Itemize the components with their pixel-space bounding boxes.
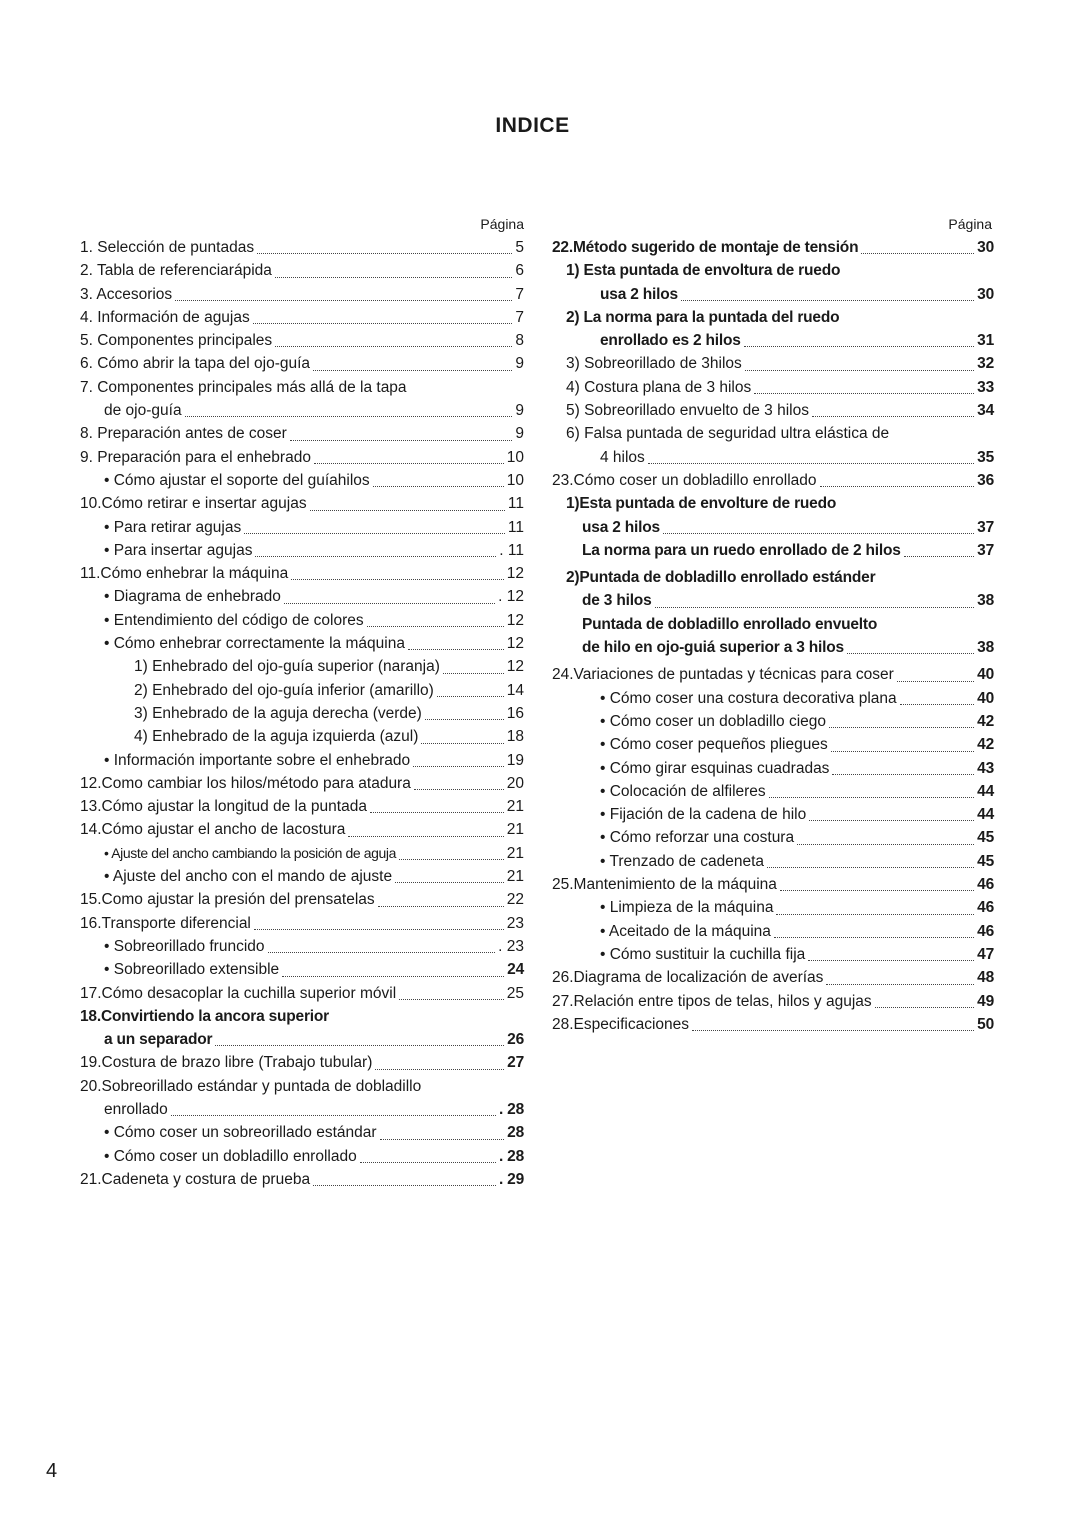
toc-subentry: de 3 hilos 38 [582, 592, 994, 610]
toc-entry: 27.Relación entre tipos de telas, hilos y agujas 49 [552, 992, 994, 1010]
toc-subentry: • Fijación de la cadena de hilo 44 [600, 806, 994, 824]
toc-entry-line: 6) Falsa puntada de seguridad ultra elástica de [566, 425, 890, 443]
toc-entry-line: 7. Componentes principales más allá de la tapa [80, 378, 407, 396]
toc-entry: 5. Componentes principales 8 [80, 332, 524, 350]
toc-entry: 4. Información de agujas 7 [80, 308, 524, 326]
toc-subentry: • Para retirar agujas 11 [104, 518, 524, 536]
toc-entry: 10.Cómo retirar e insertar agujas 11 [80, 495, 524, 513]
toc-entry: 6. Cómo abrir la tapa del ojo-guía 9 [80, 355, 524, 373]
toc-entry: 24.Variaciones de puntadas y técnicas para coser 40 [552, 666, 994, 684]
toc-entry: 3. Accesorios 7 [80, 285, 524, 303]
toc-entry: 9. Preparación para el enhebrado 10 [80, 448, 524, 466]
toc-entry: 14.Cómo ajustar el ancho de lacostura 21 [80, 821, 524, 839]
toc-subentry: • Cómo sustituir la cuchilla fija 47 [600, 945, 994, 963]
page-title: INDICE [495, 114, 570, 137]
toc-entry: 26.Diagrama de localización de averías 48 [552, 969, 994, 987]
toc-subentry: • Información importante sobre el enhebrado 19 [104, 751, 524, 769]
toc-subentry: • Entendimiento del código de colores 12 [104, 611, 524, 629]
toc-entry: 13.Cómo ajustar la longitud de la puntada 21 [80, 798, 524, 816]
toc-entry: 17.Cómo desacoplar la cuchilla superior móvil 25 [80, 984, 524, 1002]
toc-entry-line: 2)Puntada de dobladillo enrollado estánder [566, 569, 876, 587]
toc-entry-line: 18.Convirtiendo la ancora superior [80, 1007, 330, 1025]
toc-subentry: • Cómo coser pequeños pliegues 42 [600, 736, 994, 754]
toc-subentry: • Limpieza de la máquina 46 [600, 899, 994, 917]
toc-subentry: • Diagrama de enhebrado . 12 [104, 588, 524, 606]
toc-entry: 15.Como ajustar la presión del prensatelas 22 [80, 891, 524, 909]
toc-entry: enrollado . 28 [104, 1100, 524, 1118]
toc-subentry: enrollado es 2 hilos 31 [600, 332, 994, 350]
toc-entry-line: 1) Esta puntada de envoltura de ruedo [566, 262, 841, 280]
toc-entry: 16.Transporte diferencial 23 [80, 914, 524, 932]
toc-right-column [552, 212, 994, 1036]
toc-subentry: • Cómo coser un dobladillo ciego 42 [600, 712, 994, 730]
toc-subentry: • Sobreorillado extensible 24 [104, 961, 524, 979]
toc-subentry: • Trenzado de cadeneta 45 [600, 852, 994, 870]
toc-subentry: de hilo en ojo-guiá superior a 3 hilos 38 [582, 639, 994, 657]
toc-subentry: • Cómo girar esquinas cuadradas 43 [600, 759, 994, 777]
toc-entry: 22.Método sugerido de montaje de tensión 30 [552, 239, 994, 256]
toc-subentry: La norma para un ruedo enrollado de 2 hilos 37 [582, 541, 994, 559]
toc-entry: 28.Especificaciones 50 [552, 1015, 994, 1033]
toc-entry: 8. Preparación antes de coser 9 [80, 425, 524, 443]
toc-entry: 2. Tabla de referenciarápida 6 [80, 262, 524, 280]
toc-subsubentry: 3) Enhebrado de la aguja derecha (verde) 16 [134, 704, 524, 722]
page-number: 4 [46, 1460, 58, 1482]
toc-subentry: 4) Costura plana de 3 hilos 33 [566, 378, 994, 396]
toc-entry: 11.Cómo enhebrar la máquina 12 [80, 565, 524, 583]
toc-subentry: • Para insertar agujas . 11 [104, 541, 524, 559]
toc-subsubentry: 4) Enhebrado de la aguja izquierda (azul) 18 [134, 728, 524, 746]
toc-entry-line: 20.Sobreorillado estándar y puntada de dobladillo [80, 1077, 422, 1095]
toc-entry: de ojo-guía 9 [104, 402, 524, 420]
toc-subentry: • Sobreorillado fruncido . 23 [104, 937, 524, 955]
toc-left-column [80, 212, 524, 1191]
toc-subentry: • Cómo coser un dobladillo enrollado . 28 [104, 1147, 524, 1165]
toc-subentry: • Ajuste del ancho con el mando de ajuste 21 [104, 868, 524, 886]
toc-entry-line: 1)Esta puntada de envolture de ruedo [566, 495, 837, 513]
toc-entry: 25.Mantenimiento de la máquina 46 [552, 876, 994, 894]
toc-subsubentry: 1) Enhebrado del ojo-guía superior (naranja) 12 [134, 658, 524, 676]
toc-entry: 21.Cadeneta y costura de prueba . 29 [80, 1170, 524, 1188]
toc-entry: 12.Como cambiar los hilos/método para atadura 20 [80, 774, 524, 792]
toc-subentry: • Cómo enhebrar correctamente la máquina 12 [104, 635, 524, 653]
toc-entry: 23.Cómo coser un dobladillo enrollado 36 [552, 471, 994, 489]
toc-entry-line: 2) La norma para la puntada del ruedo [566, 308, 840, 326]
toc-entry: 1. Selección de puntadas 5 [80, 239, 524, 256]
toc-subentry: 5) Sobreorillado envuelto de 3 hilos 34 [566, 402, 994, 420]
toc-entry: 19.Costura de brazo libre (Trabajo tubular) 27 [80, 1054, 524, 1072]
toc-subentry: • Ajuste del ancho cambiando la posición de aguja 21 [104, 844, 524, 862]
toc-subentry: usa 2 hilos 30 [600, 285, 994, 303]
toc-subentry: • Aceitado de la máquina 46 [600, 922, 994, 940]
page-column-header: Página [480, 216, 524, 232]
toc-subentry: • Cómo ajustar el soporte del guíahilos 10 [104, 471, 524, 489]
toc-subentry: 3) Sobreorillado de 3hilos 32 [566, 355, 994, 373]
toc-subentry: usa 2 hilos 37 [582, 518, 994, 536]
toc-subentry: • Cómo coser una costura decorativa plana 40 [600, 689, 994, 707]
toc-subentry: • Cómo reforzar una costura 45 [600, 829, 994, 847]
toc-subsubentry: 2) Enhebrado del ojo-guía inferior (amarillo) 14 [134, 681, 524, 699]
toc-entry: a un separador 26 [104, 1031, 524, 1049]
toc-entry-line: Puntada de dobladillo enrollado envuelto [582, 615, 878, 633]
toc-subentry: • Cómo coser un sobreorillado estándar 28 [104, 1124, 524, 1142]
toc-subentry: • Colocación de alfileres 44 [600, 782, 994, 800]
page-column-header: Página [948, 216, 992, 232]
toc-subentry: 4 hilos 35 [600, 448, 994, 466]
